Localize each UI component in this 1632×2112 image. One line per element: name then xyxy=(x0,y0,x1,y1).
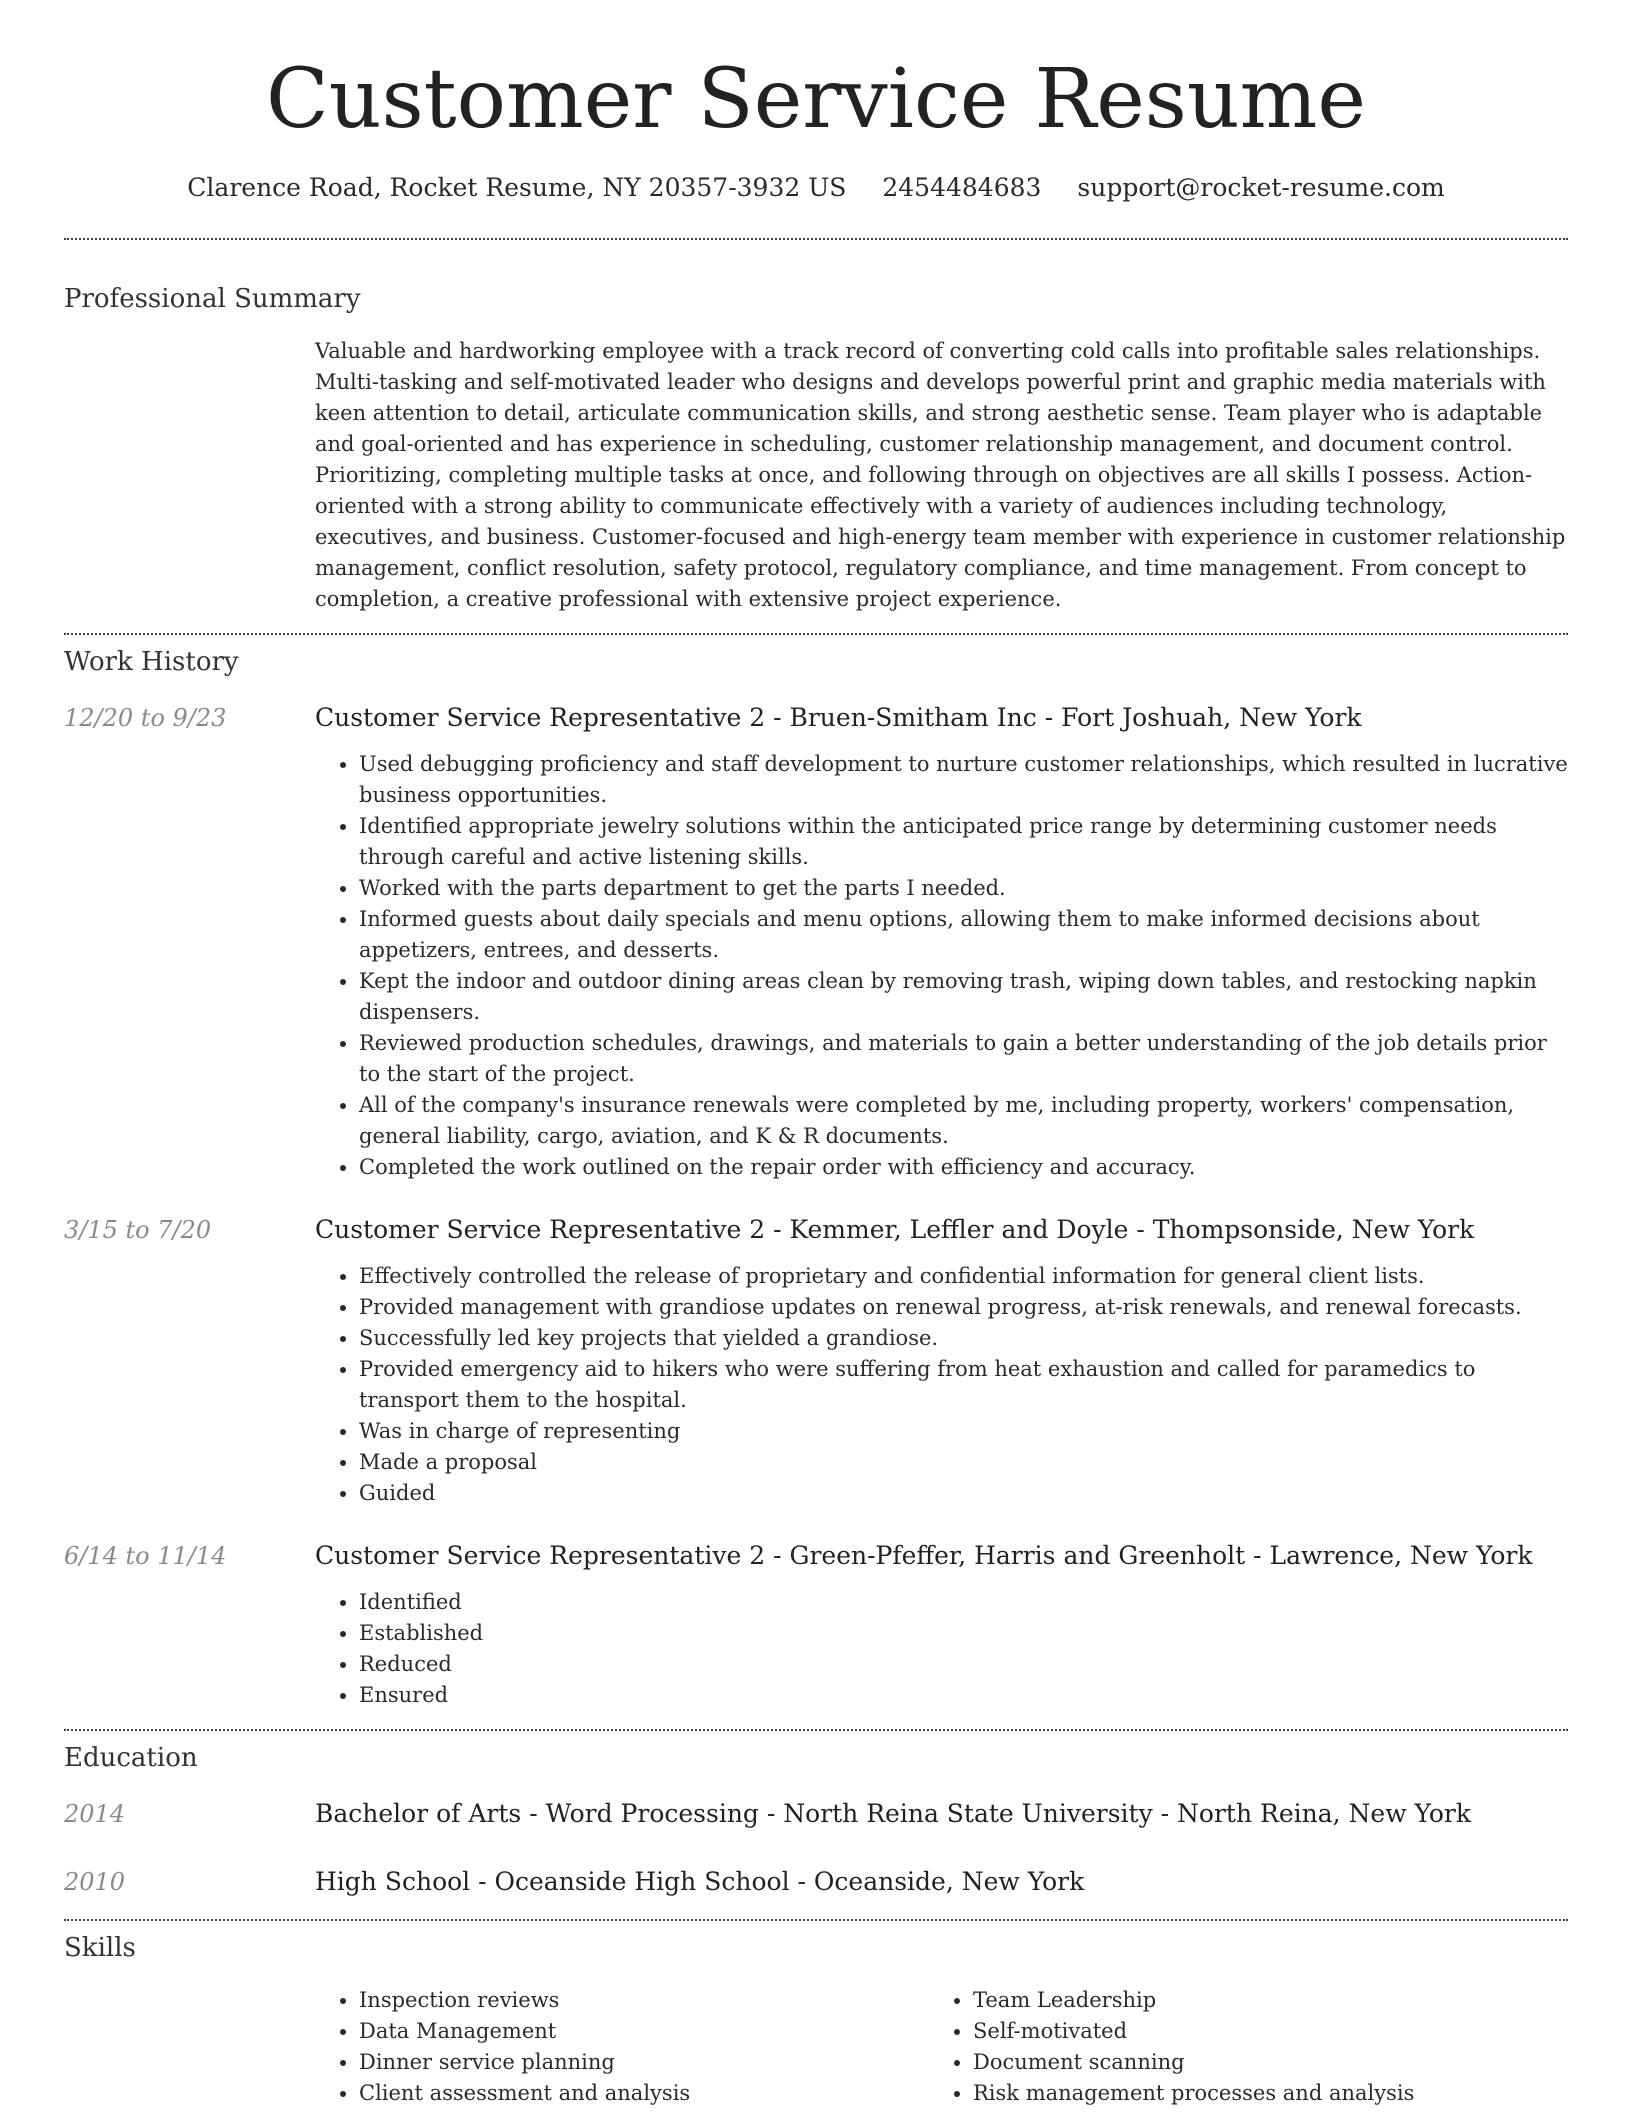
job-bullet: • Kept the indoor and outdoor dining areas clean by removing trash, wiping down tables, and restocking napkin dispensers. xyxy=(359,966,1568,1028)
contact-address: Clarence Road, Rocket Resume, NY 20357-3932 US xyxy=(187,173,847,202)
job-title: Customer Service Representative 2 - Bruen-Smitham Inc - Fort Joshuah, New York xyxy=(315,703,1362,732)
section-heading-work-history: Work History xyxy=(64,647,239,677)
resume-title: Customer Service Resume xyxy=(266,52,1366,147)
job-bullet: • Was in charge of representing xyxy=(359,1416,1568,1447)
education-entry xyxy=(64,1797,1568,1831)
contact-phone: 2454484683 xyxy=(882,173,1042,202)
job-bullet: • Used debugging proficiency and staff development to nurture customer relationships, which resulted in lucrative business opportunities. xyxy=(359,749,1568,811)
job-bullet: • Completed the work outlined on the repair order with efficiency and accuracy. xyxy=(359,1152,1568,1183)
skill-item: • Team Leadership xyxy=(973,1985,1543,2016)
job-bullet: • Effectively controlled the release of proprietary and confidential information for general client lists. xyxy=(359,1261,1568,1292)
skills-section xyxy=(64,1931,1568,2109)
divider xyxy=(64,1919,1568,1921)
education-entry xyxy=(64,1865,1568,1899)
skills-columns xyxy=(315,1985,1568,2109)
section-heading-skills: Skills xyxy=(64,1933,136,1963)
job-bullet: • Reviewed production schedules, drawings, and materials to gain a better understanding of the job details prior to the start of the project. xyxy=(359,1028,1568,1090)
job-title: Customer Service Representative 2 - Kemmer, Leffler and Doyle - Thompsonside, New York xyxy=(315,1215,1475,1244)
job-bullets xyxy=(315,749,1568,1183)
education-year: 2010 xyxy=(64,1868,126,1896)
job-details xyxy=(315,1539,1568,1711)
skills-list-left xyxy=(315,1985,929,2109)
job-bullet: • Worked with the parts department to get the parts I needed. xyxy=(359,873,1568,904)
job-bullet: • Provided management with grandiose updates on renewal progress, at-risk renewals, and renewal forecasts. xyxy=(359,1292,1568,1323)
job-bullet: • Reduced xyxy=(359,1649,1568,1680)
job-bullets xyxy=(315,1587,1568,1711)
divider xyxy=(64,1729,1568,1731)
divider xyxy=(64,633,1568,635)
work-history-section xyxy=(64,645,1568,1711)
contact-email: support@rocket-resume.com xyxy=(1077,173,1445,202)
job-entry xyxy=(64,701,1568,1183)
job-bullet: • Guided xyxy=(359,1478,1568,1509)
job-bullet: • Identified xyxy=(359,1587,1568,1618)
divider xyxy=(64,238,1568,240)
job-bullet: • Made a proposal xyxy=(359,1447,1568,1478)
section-heading-education: Education xyxy=(64,1743,198,1773)
skill-item: • Document scanning xyxy=(973,2047,1543,2078)
summary-text: Valuable and hardworking employee with a track record of converting cold calls into profitable sales relationships. Multi-tasking and self-motivated leader who designs and develops powerful print and graphic media materials with keen attention to detail, articulate communication skills, and strong aesthetic sense. Team player who is adaptable and goal-oriented and has experience in scheduling, customer relationship management, and document control. Prioritizing, completing multiple tasks at once, and following through on objectives are all skills I possess. Action-oriented with a strong ability to communicate effectively with a variety of audiences including technology, executives, and business. Customer-focused and high-energy team member with experience in customer relationship management, conflict resolution, safety protocol, regulatory compliance, and time management. From concept to completion, a creative professional with extensive project experience. xyxy=(315,339,1566,611)
skills-list-right xyxy=(929,1985,1543,2109)
job-bullet: • Provided emergency aid to hikers who were suffering from heat exhaustion and called for paramedics to transport them to the hospital. xyxy=(359,1354,1568,1416)
education-section xyxy=(64,1741,1568,1899)
job-bullet: • Informed guests about daily specials and menu options, allowing them to make informed decisions about appetizers, entrees, and desserts. xyxy=(359,904,1568,966)
job-bullet: • Ensured xyxy=(359,1680,1568,1711)
skill-item: • Self-motivated xyxy=(973,2016,1543,2047)
skill-item: • Client assessment and analysis xyxy=(359,2078,929,2109)
education-title: High School - Oceanside High School - Oceanside, New York xyxy=(315,1867,1085,1896)
skill-item: • Data Management xyxy=(359,2016,929,2047)
job-entry xyxy=(64,1539,1568,1711)
education-year: 2014 xyxy=(64,1800,126,1828)
skill-item: • Risk management processes and analysis xyxy=(973,2078,1543,2109)
contact-line xyxy=(64,172,1568,204)
summary-section xyxy=(64,282,1568,615)
education-title: Bachelor of Arts - Word Processing - North Reina State University - North Reina, New York xyxy=(315,1799,1472,1828)
job-bullet: • Established xyxy=(359,1618,1568,1649)
job-title: Customer Service Representative 2 - Green-Pfeffer, Harris and Greenholt - Lawrence, New York xyxy=(315,1541,1533,1570)
skill-item: • Inspection reviews xyxy=(359,1985,929,2016)
job-dates: 12/20 to 9/23 xyxy=(64,704,227,732)
job-details xyxy=(315,701,1568,1183)
section-heading-summary: Professional Summary xyxy=(64,284,361,314)
job-entry xyxy=(64,1213,1568,1509)
job-bullet: • Identified appropriate jewelry solutions within the anticipated price range by determining customer needs through careful and active listening skills. xyxy=(359,811,1568,873)
job-dates: 6/14 to 11/14 xyxy=(64,1542,227,1570)
job-bullet: • Successfully led key projects that yielded a grandiose. xyxy=(359,1323,1568,1354)
job-bullets xyxy=(315,1261,1568,1509)
job-details xyxy=(315,1213,1568,1509)
job-dates: 3/15 to 7/20 xyxy=(64,1216,212,1244)
skill-item: • Dinner service planning xyxy=(359,2047,929,2078)
job-bullet: • All of the company's insurance renewals were completed by me, including property, workers' compensation, general liability, cargo, aviation, and K & R documents. xyxy=(359,1090,1568,1152)
